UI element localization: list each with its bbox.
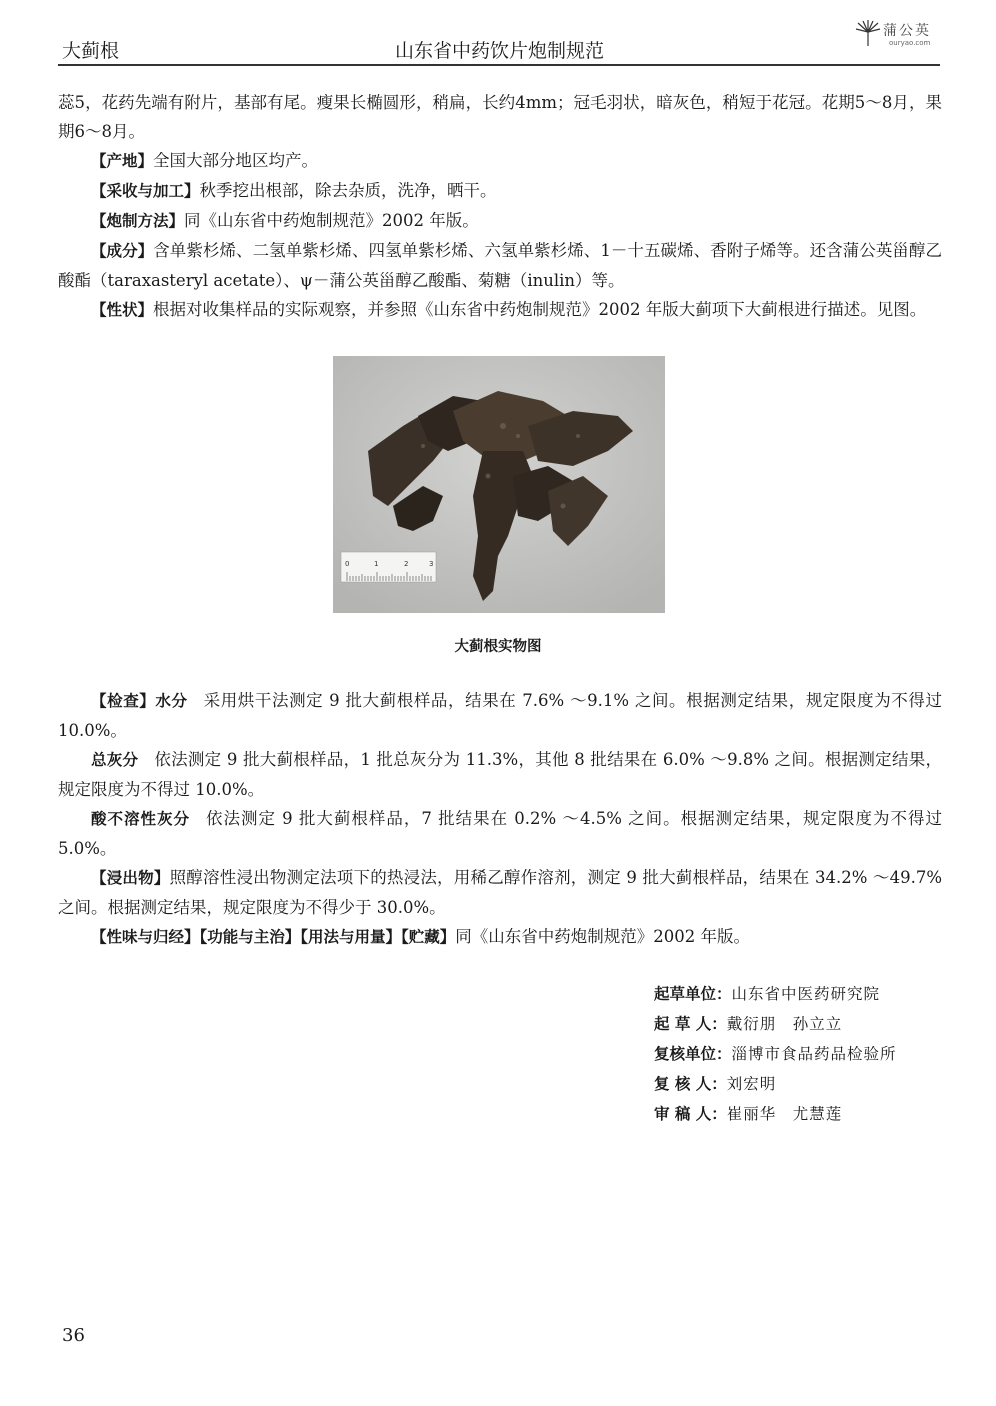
logo-text: 蒲公英 [883,23,931,39]
extract-label: 【浸出物】 [91,869,170,887]
ruler-tick-3: 3 [429,560,434,568]
characters-text: 根据对收集样品的实际观察，并参照《山东省中药炮制规范》2002 年版大蓟项下大蓟根进行描述。见图。 [153,300,927,319]
credit-label: 复 核 人： [654,1075,727,1093]
composition-paragraph [58,236,942,295]
processing-paragraph [58,206,942,236]
misc-paragraph [58,922,942,952]
credit-value: 淄博市食品药品检验所 [731,1045,897,1063]
book-title-header: 山东省中药饮片炮制规范 [395,40,605,62]
origin-label: 【产地】 [91,152,154,170]
credit-row-reviewer [654,1069,897,1099]
credit-label: 复核单位： [654,1045,732,1063]
header-divider [58,64,940,66]
moisture-text: 采用烘干法测定 9 批大蓟根样品，结果在 7.6% ～9.1% 之间。根据测定结果，规定限度为不得过 10.0%。 [58,691,942,740]
extract-paragraph [58,863,942,922]
credit-row-review-unit [654,1039,897,1069]
page-number: 36 [62,1325,85,1346]
moisture-paragraph [58,686,942,745]
composition-label: 【成分】 [91,242,154,260]
credit-value: 崔丽华 尤慧莲 [726,1105,843,1123]
ash-paragraph [58,745,942,804]
herb-name-header: 大蓟根 [62,40,120,62]
credits-block [654,979,897,1129]
acid-ash-text: 依法测定 9 批大蓟根样品，7 批结果在 0.2% ～4.5% 之间。根据测定结果，规定限度为不得过 5.0%。 [58,809,942,858]
misc-label: 【性味与归经】【功能与主治】【用法与用量】【贮藏】 [91,928,456,946]
processing-label: 【炮制方法】 [91,212,185,230]
specimen-image [333,356,665,613]
site-logo [855,20,945,50]
ruler-tick-0: 0 [345,560,350,568]
composition-text: 含单紫杉烯、二氢单紫杉烯、四氢单紫杉烯、六氢单紫杉烯、1－十五碳烯、香附子烯等。还含蒲公英甾醇乙酸酯（taraxasteryl acetate）、ψ－蒲公英甾醇乙酸酯、菊糖（inulin）等。 [58,241,942,290]
description-section [58,88,942,325]
misc-text: 同《山东省中药炮制规范》2002 年版。 [455,927,751,946]
ash-label: 总灰分 [91,751,139,769]
harvest-text: 秋季挖出根部，除去杂质，洗净，晒干。 [199,181,497,200]
characters-paragraph [58,295,942,325]
logo-url: ouryao.com [889,39,931,47]
credit-label: 审 稿 人： [654,1105,727,1123]
harvest-paragraph [58,176,942,206]
specimen-photo [333,356,665,613]
dandelion-icon [855,20,881,48]
morphology-paragraph: 蕊5，花药先端有附片，基部有尾。瘦果长椭圆形，稍扁，长约4mm；冠毛羽状，暗灰色，稍短于花冠。花期5～8月，果期6～8月。 [58,93,942,141]
moisture-label: 水分 [155,692,188,710]
credit-value: 戴衍朋 孙立立 [726,1015,843,1033]
check-label: 【检查】 [91,692,156,710]
ash-text: 依法测定 9 批大蓟根样品，1 批总灰分为 11.3%，其他 8 批结果在 6.0% ～9.8% 之间。根据测定结果，规定限度为不得过 10.0%。 [58,750,942,799]
credit-label: 起草单位： [654,985,732,1003]
extract-text: 照醇溶性浸出物测定法项下的热浸法，用稀乙醇作溶剂，测定 9 批大蓟根样品，结果在 34.2% ～49.7% 之间。根据测定结果，规定限度为不得少于 30.0%。 [58,868,942,917]
characters-label: 【性状】 [91,301,154,319]
acid-ash-paragraph [58,804,942,863]
quality-section [58,686,942,952]
figure-caption: 大蓟根实物图 [454,639,542,655]
credit-row-drafter [654,1009,897,1039]
credit-value: 刘宏明 [726,1075,777,1093]
scale-ruler [341,552,436,582]
acid-ash-label: 酸不溶性灰分 [91,810,190,828]
origin-text: 全国大部分地区均产。 [153,151,319,170]
credit-row-editor [654,1099,897,1129]
credit-value: 山东省中医药研究院 [731,985,881,1003]
harvest-label: 【采收与加工】 [91,182,200,200]
processing-text: 同《山东省中药炮制规范》2002 年版。 [184,211,479,230]
origin-paragraph [58,146,942,176]
ruler-tick-2: 2 [404,560,409,568]
credit-label: 起 草 人： [654,1015,727,1033]
credit-row-drafting-unit [654,979,897,1009]
ruler-tick-1: 1 [374,560,379,568]
